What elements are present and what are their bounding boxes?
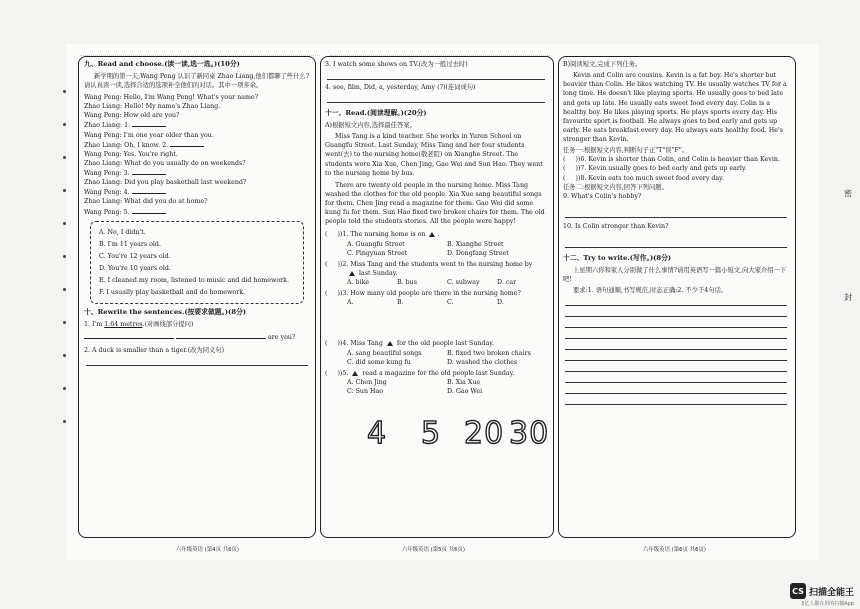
- section-9-instruction: 新学期的第一天,Wang Peng 认识了新同桌 Zhao Liang,他们都聊了些什么?请认真读一读,选择合适的选项补全他们的对话。其中一项多余。: [84, 72, 310, 89]
- camscanner-logo-icon: CS: [790, 583, 806, 599]
- rewrite-2: 2. A duck is smaller than a tiger.(改为同义句): [84, 346, 225, 354]
- option-d[interactable]: D. washed the clothes: [447, 358, 518, 366]
- section-12-title: 十二、Try to write.(写作。)(8分): [563, 254, 672, 262]
- blank-triangle-icon: [429, 232, 435, 237]
- section-12-requirements: 要求:1. 语句通顺,书写规范,时态正确;2. 不少于4句话。: [573, 287, 728, 295]
- tf-7: ( ))7. Kevin usually goes to bed early and gets up early.: [563, 165, 747, 173]
- answer-line[interactable]: [565, 237, 787, 248]
- writing-line[interactable]: [565, 394, 787, 405]
- option-c-number[interactable]: 20: [464, 416, 505, 451]
- blank-triangle-icon: [349, 271, 355, 276]
- question-4-options: [325, 358, 547, 367]
- question-3: ( ))3. How many old people are there in the nursing home?: [325, 290, 521, 298]
- faded-header-mid: [330, 45, 550, 56]
- option-a[interactable]: A. Chen Jing: [347, 378, 387, 386]
- option-b[interactable]: B. Xia Xue: [447, 378, 481, 386]
- option-a[interactable]: A. sang beautiful songs: [347, 349, 422, 357]
- dialogue-line: Zhao Liang: What did you do at home?: [84, 198, 208, 206]
- binding-holes: [63, 60, 68, 453]
- question-5-options: [325, 387, 547, 396]
- answer-blank[interactable]: [170, 140, 204, 147]
- answer-line[interactable]: [327, 69, 545, 80]
- page-footer: 六年级英语 (第5页 共6页): [402, 547, 466, 553]
- question-9: 9. What's Colin's hobby?: [563, 192, 642, 200]
- dialogue-line: Zhao Liang: What do you usually do on weekends?: [84, 159, 246, 167]
- tf-8: ( ))8. Kevin eats too much sweet food every day.: [563, 174, 724, 182]
- option-d[interactable]: D. Gao Wei: [447, 388, 483, 396]
- question-4: ( ))4. Miss Tang for the old people last Sunday.: [325, 340, 494, 348]
- seal-line-mark: 封: [844, 293, 852, 302]
- writing-line[interactable]: [565, 361, 787, 372]
- section-9-title: 九、Read and choose.(读一读,选一选。)(10分): [84, 60, 240, 68]
- section-10-title: 十、Rewrite the sentences.(按要求做题。)(8分): [84, 308, 247, 317]
- writing-line[interactable]: [565, 295, 787, 306]
- section-12-instruction: 上星期六你和家人分别做了什么事情?请用英语写一篇小短文,向大家介绍一下吧!: [563, 266, 787, 283]
- answer-line[interactable]: [565, 207, 787, 218]
- part-a-instruction: A)根据短文内容,选择最佳答案。: [325, 122, 416, 130]
- reading-passage-2: There are twenty old people in the nursing home. Miss Tang washed the clothes for the old people. Xia Xue sang beautiful songs for them. Chen Jing read a magazine for them. Gao Wei did some kung fu for them. Sun Hao fixed two broken chairs for them. The old people told the students stories. All the people were happy!: [325, 181, 545, 226]
- choice-item: F. I usually play basketball and do homework.: [99, 289, 246, 297]
- dialogue: [84, 93, 310, 217]
- page-6-content: [563, 60, 789, 405]
- answer-line[interactable]: [327, 92, 545, 103]
- choice-item: D. You're 10 years old.: [99, 265, 171, 273]
- question-1-options: [325, 240, 547, 249]
- blank-triangle-icon: [352, 371, 358, 376]
- dialogue-line: Wang Peng: I'm one year older than you.: [84, 131, 214, 139]
- option-a[interactable]: A. bike: [347, 279, 370, 287]
- page-4-content: [84, 60, 310, 366]
- question-2-options: [325, 278, 547, 287]
- writing-line[interactable]: [565, 350, 787, 361]
- page-5-content: [325, 60, 547, 396]
- question-3-labels: A. B. C. D.: [347, 299, 504, 307]
- answer-blank[interactable]: [132, 120, 166, 127]
- option-b[interactable]: B. bus: [397, 279, 417, 287]
- page-footer: 六年级英语 (第6页 共6页): [643, 547, 707, 553]
- answer-blank[interactable]: [132, 168, 166, 175]
- option-b-number[interactable]: 5: [421, 416, 442, 451]
- part-b-instruction: B)阅读短文,完成下列任务。: [563, 61, 642, 68]
- choice-item: C. You're 12 years old.: [99, 252, 171, 260]
- dialogue-line: Zhao Liang: Hello! My name's Zhao Liang.: [84, 103, 221, 111]
- tf-6: ( ))6. Kevin is shorter than Colin, and Colin is heavier than Kevin.: [563, 156, 780, 164]
- option-c[interactable]: C. Pingyuan Street: [347, 249, 408, 257]
- reading-passage-b: Kevin and Colin are cousins. Kevin is a fat boy. He's shorter but heavier than Colin. He likes watching TV. He usually watches TV for a long time. He doesn't like playing sports. He usually goes to bed late and gets up late. He usually eats sweet food every day. Colin is a healthy boy. He likes playing sports. He plays sports every day. His favourite sport is football. He always goes to bed early and gets up early. He eats breakfast every day. He always eats healthy food. He's stronger than Kevin.: [563, 72, 787, 143]
- dialogue-line: Wang Peng: 5.: [84, 207, 310, 217]
- question-3-options-space: [325, 307, 547, 337]
- writing-line[interactable]: [565, 306, 787, 317]
- answer-blank[interactable]: [132, 187, 166, 194]
- dialogue-line: Wang Peng: Hello, I'm Wang Peng! What's your name?: [84, 94, 259, 102]
- rewrite-4: 4. see, film, Did, a, yesterday, Amy (?)(连词成句): [325, 84, 476, 92]
- choice-item: A. No, I didn't.: [99, 228, 146, 236]
- question-2-cont: last Sunday.: [325, 269, 547, 278]
- task-2-instruction: 任务二:根据短文内容,回答下列问题。: [563, 183, 668, 191]
- writing-line[interactable]: [565, 383, 787, 394]
- question-10: 10. Is Colin stronger than Kevin?: [563, 222, 669, 230]
- reading-passage-1: Miss Tang is a kind teacher. She works in Yuren School on Guangfu Street. Last Sunday, Miss Tang and her four students went(去) to the nursing home(敬老院) on Xianghe Street. The students were Xia Xue, Chen Jing, Gao Wei and Sun Hao. They went to the nursing home by bus.: [325, 133, 543, 177]
- option-d[interactable]: D. Dongfang Street: [447, 249, 509, 257]
- option-a[interactable]: A. Guangfu Street: [347, 240, 405, 248]
- option-a-number[interactable]: 4: [367, 416, 388, 451]
- faded-header-left: [80, 45, 320, 56]
- dialogue-line: Wang Peng: How old are you?: [84, 112, 180, 120]
- option-d-number[interactable]: 30: [509, 416, 550, 451]
- choices-box: [90, 221, 304, 305]
- page-footer: 六年级英语 (第4页 共6页): [176, 547, 240, 553]
- answer-blank[interactable]: [176, 332, 266, 339]
- rewrite-1: 1. I'm 1.64 metres.(对画线部分提问): [84, 321, 194, 329]
- question-1-options: [325, 249, 547, 258]
- question-5: ( ))5. read a magazine for the old people last Sunday.: [325, 369, 515, 377]
- choice-item: B. I'm 11 years old.: [99, 240, 161, 248]
- rewrite-1-answer: are you?: [84, 332, 310, 342]
- answer-blank[interactable]: [84, 332, 174, 339]
- option-d[interactable]: D. car: [497, 279, 517, 287]
- rewrite-3: 3. I watch some shows on TV.(改为一般过去时): [325, 61, 468, 68]
- dialogue-line: Wang Peng: 4.: [84, 187, 310, 197]
- task-1-instruction: 任务一:根据短文内容,判断句子正"T"误"F"。: [563, 147, 689, 155]
- option-c[interactable]: C. Sun Hao: [347, 388, 384, 396]
- dialogue-line: Wang Peng: Yes. You're right.: [84, 150, 178, 158]
- question-1: ( ))1. The nursing home is on .: [325, 231, 440, 239]
- choice-item: E. I cleaned my room, listened to music and did homework.: [99, 277, 289, 285]
- answer-line[interactable]: [86, 355, 308, 366]
- dialogue-line: Zhao Liang: 1.: [84, 120, 310, 130]
- question-2: ( ))2. Miss Tang and the students went to the nursing home by: [325, 260, 533, 268]
- option-c[interactable]: C. subway: [447, 279, 480, 287]
- blank-triangle-icon: [387, 341, 393, 346]
- section-11-title: 十一、Read.(阅读理解。)(20分): [325, 109, 427, 118]
- option-b[interactable]: B. fixed two broken chairs: [447, 349, 531, 357]
- dialogue-line: Wang Peng: 3.: [84, 168, 310, 178]
- writing-line[interactable]: [565, 317, 787, 328]
- seal-line-mark: 密: [844, 189, 852, 198]
- question-5-options: [325, 378, 547, 387]
- dialogue-line: Zhao Liang: Oh, I know. 2.: [84, 140, 310, 150]
- scanner-watermark: CS 扫描全能王 3亿人都在用的扫描App: [790, 583, 854, 599]
- question-4-options: [325, 349, 547, 358]
- writing-line[interactable]: [565, 372, 787, 383]
- dialogue-line: Zhao Liang: Did you play basketball last weekend?: [84, 179, 247, 187]
- option-c[interactable]: C. did some kung fu: [347, 358, 411, 366]
- writing-line[interactable]: [565, 339, 787, 350]
- option-b[interactable]: B. Xianghe Street: [447, 240, 504, 248]
- answer-blank[interactable]: [132, 207, 166, 214]
- writing-line[interactable]: [565, 328, 787, 339]
